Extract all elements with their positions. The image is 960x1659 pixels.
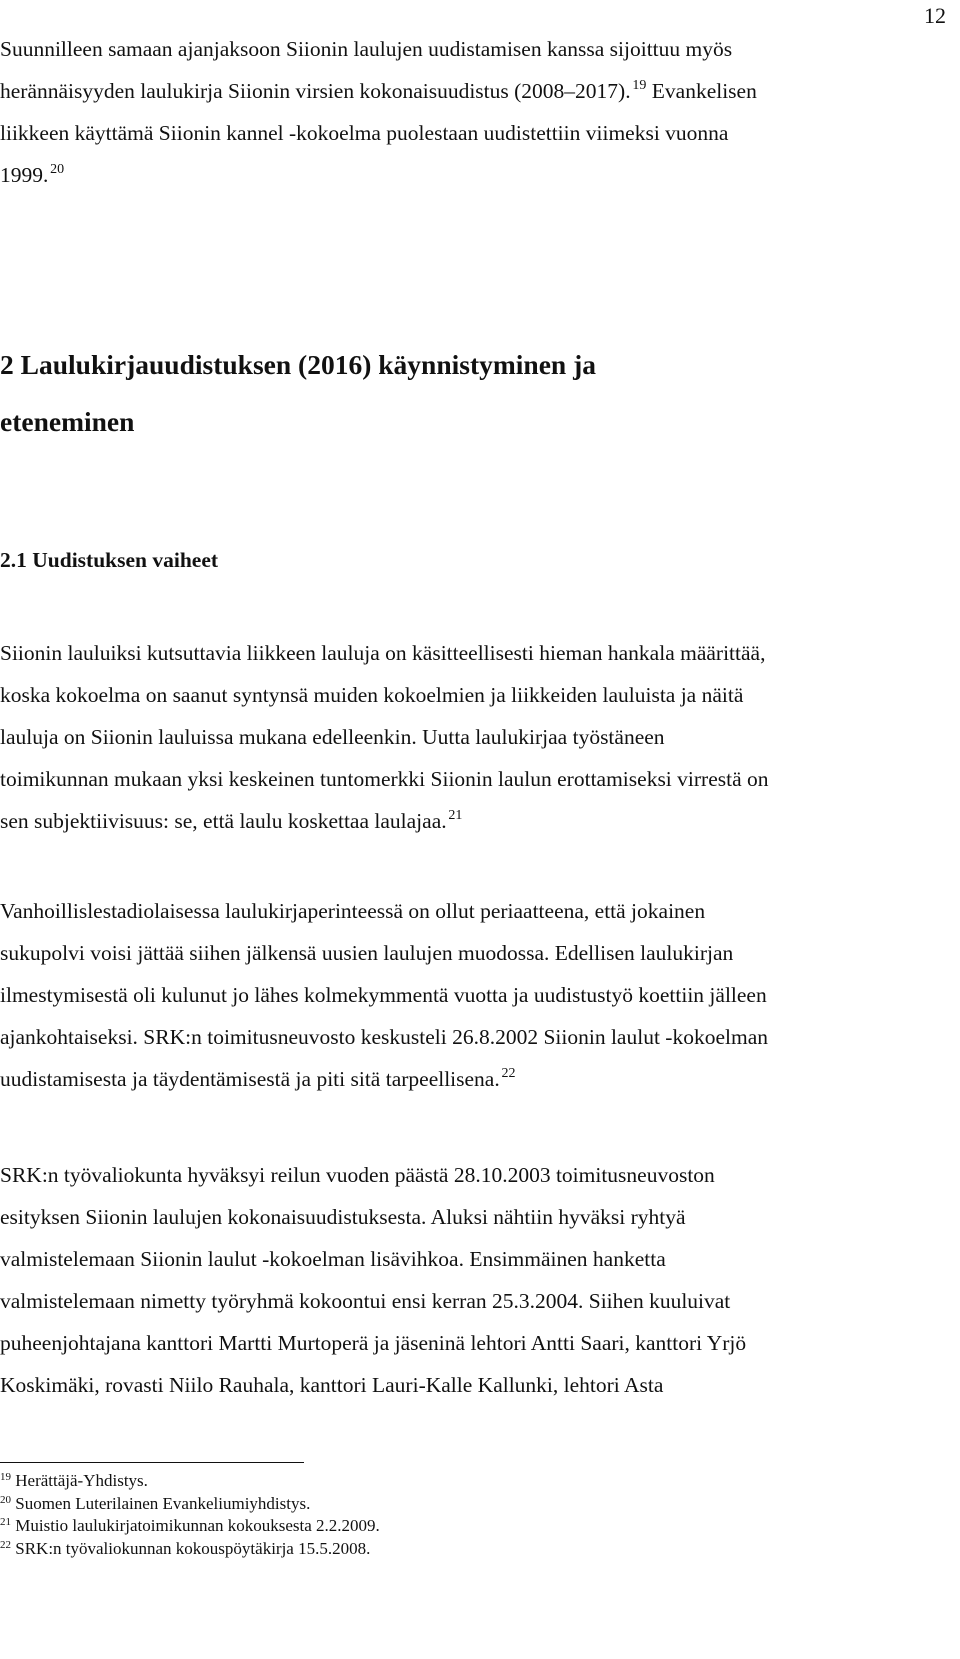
paragraph-line [0, 800, 769, 842]
footnote-text: SRK:n työvaliokunnan kokouspöytäkirja 15.5.2008. [11, 1538, 371, 1558]
paragraph-line [0, 1058, 768, 1100]
intro-line [0, 70, 757, 112]
intro-line-text: Evankelisen [646, 79, 757, 103]
paragraph-line-text: uudistamisesta ja täydentämisestä ja piti sitä tarpeellisena. [0, 1067, 500, 1091]
footnote-ref[interactable]: 22 [501, 1066, 516, 1081]
section-heading-line: eteneminen [0, 406, 135, 437]
intro-line-text: 1999. [0, 163, 49, 187]
footnote-ref[interactable]: 20 [50, 162, 65, 177]
footnote-ref[interactable]: 19 [632, 78, 647, 93]
paragraph-line: valmistelemaan Siionin laulut -kokoelman lisävihkoa. Ensimmäinen hanketta [0, 1247, 666, 1271]
paragraph-line: koska kokoelma on saanut syntynsä muiden kokoelmien ja liikkeiden lauluista ja näitä [0, 683, 744, 707]
paragraph-line-text: sen subjektiivisuus: se, että laulu koskettaa laulajaa. [0, 809, 447, 833]
paragraph-line: Vanhoillislestadiolaisessa laulukirjaperinteessä on ollut periaatteena, että jokainen [0, 899, 706, 923]
paragraph-line: Koskimäki, rovasti Niilo Rauhala, kanttori Lauri-Kalle Kallunki, lehtori Asta [0, 1373, 664, 1397]
footnote [0, 1493, 380, 1516]
paragraph-3 [0, 1154, 746, 1406]
footnote-number: 19 [0, 1471, 11, 1483]
intro-line: liikkeen käyttämä Siionin kannel -kokoelma puolestaan uudistettiin viimeksi vuonna [0, 121, 729, 145]
section-heading-line: 2 Laulukirjauudistuksen (2016) käynnistyminen ja [0, 349, 596, 380]
paragraph-line: puheenjohtajana kanttori Martti Murtoperä ja jäseninä lehtori Antti Saari, kanttori Yrjö [0, 1331, 747, 1355]
footnote-number: 21 [0, 1516, 11, 1528]
paragraph-line: ilmestymisestä oli kulunut jo lähes kolmekymmentä vuotta ja uudistustyö koettiin jälleen [0, 983, 767, 1007]
footnote-text: Herättäjä-Yhdistys. [11, 1471, 148, 1490]
paragraph-line: SRK:n työvaliokunta hyväksyi reilun vuoden päästä 28.10.2003 toimitusneuvoston [0, 1163, 715, 1187]
footnote [0, 1515, 380, 1538]
page-number: 12 [924, 3, 946, 28]
paragraph-2 [0, 890, 768, 1100]
paragraph-line: sukupolvi voisi jättää siihen jälkensä uusien laulujen muodossa. Edellisen laulukirjan [0, 941, 734, 965]
subsection-heading: 2.1 Uudistuksen vaiheet [0, 548, 219, 572]
paragraph-line: toimikunnan mukaan yksi keskeinen tuntomerkki Siionin laulun erottamiseksi virrestä on [0, 767, 769, 791]
section-heading [0, 336, 596, 450]
paragraph-line: lauluja on Siionin lauluissa mukana edelleenkin. Uutta laulukirjaa työstäneen [0, 725, 665, 749]
intro-line [0, 154, 757, 196]
footnote-number: 20 [0, 1493, 11, 1506]
footnote-text: Suomen Luterilainen Evankeliumiyhdistys. [11, 1493, 311, 1513]
paragraph-line: esityksen Siionin laulujen kokonaisuudistuksesta. Aluksi nähtiin hyväksi ryhtyä [0, 1205, 686, 1229]
intro-line-text: herännäisyyden laulukirja Siionin virsien kokonaisuudistus (2008–2017). [0, 79, 631, 103]
paragraph-line: valmistelemaan nimetty työryhmä kokoontui ensi kerran 25.3.2004. Siihen kuuluivat [0, 1289, 731, 1313]
footnote [0, 1538, 380, 1561]
paragraph-line: Siionin lauluiksi kutsuttavia liikkeen lauluja on käsitteellisesti hieman hankala määrittää, [0, 641, 766, 665]
footnote-ref[interactable]: 21 [448, 808, 463, 823]
footnote-separator [0, 1462, 304, 1463]
footnote [0, 1470, 380, 1493]
footnotes [0, 1470, 380, 1560]
footnote-text: Muistio laulukirjatoimikunnan kokouksesta 2.2.2009. [11, 1516, 380, 1535]
intro-paragraph [0, 28, 757, 196]
paragraph-1 [0, 632, 769, 842]
intro-line: Suunnilleen samaan ajanjaksoon Siionin laulujen uudistamisen kanssa sijoittuu myös [0, 37, 733, 61]
footnote-number: 22 [0, 1538, 11, 1551]
paragraph-line: ajankohtaiseksi. SRK:n toimitusneuvosto keskusteli 26.8.2002 Siionin laulut -kokoelman [0, 1025, 768, 1049]
